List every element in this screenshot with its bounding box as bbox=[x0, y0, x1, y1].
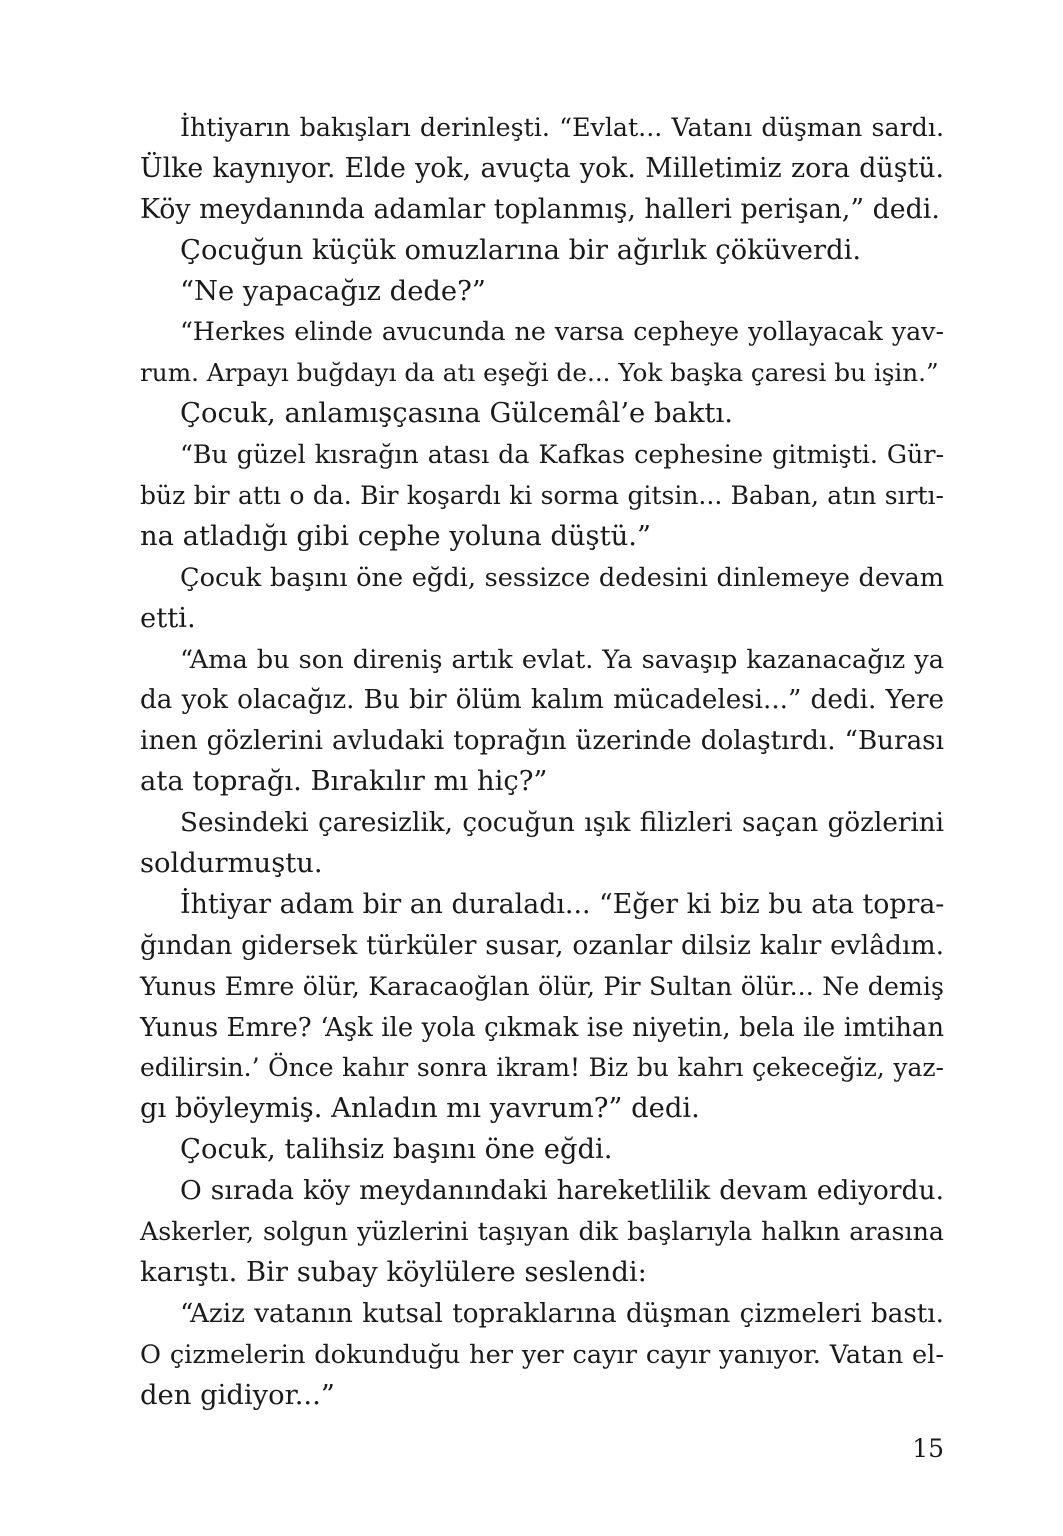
text-line: Çocuk başını öne eğdi, sessizce dedesini dinlemeye devam bbox=[180, 562, 944, 593]
page-number: 15 bbox=[912, 1434, 944, 1463]
text-line: Köy meydanında adamlar toplanmış, halleri perişan,” dedi. bbox=[140, 193, 940, 225]
text-line: karıştı. Bir subay köylülere seslendi: bbox=[140, 1256, 647, 1288]
text-line: “Bu güzel kısrağın atası da Kafkas cephesine gitmişti. Gür- bbox=[180, 440, 944, 470]
text-line: Çocuk, talihsiz başını öne eğdi. bbox=[180, 1134, 613, 1166]
text-line: na atladığı gibi cephe yoluna düştü.” bbox=[140, 520, 651, 552]
text-line: İhtiyar adam bir an duraladı... “Eğer ki biz bu ata topra- bbox=[180, 888, 945, 920]
text-line: da yok olacağız. Bu bir ölüm kalım mücadelesi...” dedi. Yere bbox=[140, 685, 944, 716]
text-line: edilirsin.’ Önce kahır sonra ikram! Biz bu kahrı çekeceğiz, yaz- bbox=[140, 1053, 944, 1083]
text-line: “Aziz vatanın kutsal topraklarına düşman çizmeleri bastı. bbox=[180, 1298, 944, 1329]
text-line: den gidiyor...” bbox=[140, 1379, 335, 1411]
text-line: etti. bbox=[140, 602, 196, 634]
text-line: gı böyleymiş. Anladın mı yavrum?” dedi. bbox=[140, 1093, 700, 1125]
text-line: Sesindeki çaresizlik, çocuğun ışık filizleri saçan gözlerini bbox=[180, 808, 944, 839]
text-line: Ülke kaynıyor. Elde yok, avuçta yok. Milletimiz zora düştü. bbox=[140, 152, 944, 184]
page-text-block bbox=[140, 108, 944, 1417]
text-line: Askerler, solgun yüzlerini taşıyan dik başlarıyla halkın arasına bbox=[140, 1217, 944, 1247]
text-line: O çizmelerin dokunduğu her yer cayır cayır yanıyor. Vatan el- bbox=[140, 1339, 944, 1370]
text-line: ğından gidersek türküler susar, ozanlar dilsiz kalır evlâdım. bbox=[140, 929, 944, 961]
text-line: inen gözlerini avludaki toprağın üzerinde dolaştırdı. “Burası bbox=[140, 726, 944, 757]
text-line: “Ama bu son direniş artık evlat. Ya savaşıp kazanacağız ya bbox=[180, 644, 944, 675]
text-line: Çocuğun küçük omuzlarına bir ağırlık çöküverdi. bbox=[180, 234, 862, 266]
text-line: İhtiyarın bakışları derinleşti. “Evlat... Vatanı düşman sardı. bbox=[180, 113, 944, 142]
text-line: ata toprağı. Bırakılır mı hiç?” bbox=[140, 766, 548, 798]
text-line: soldurmuştu. bbox=[140, 848, 323, 880]
text-line: “Herkes elinde avucunda ne varsa cepheye yollayacak yav- bbox=[180, 317, 944, 347]
text-line: Yunus Emre? ‘Aşk ile yola çıkmak ise niyetin, bela ile imtihan bbox=[140, 1012, 944, 1043]
text-line: “Ne yapacağız dede?” bbox=[180, 275, 486, 307]
text-line: Çocuk, anlamışçasına Gülcemâl’e baktı. bbox=[180, 398, 733, 430]
text-line: O sırada köy meydanındaki hareketlilik devam ediyordu. bbox=[180, 1175, 944, 1207]
text-line: rum. Arpayı buğdayı da atı eşeği de... Yok başka çaresi bu işin.” bbox=[140, 358, 939, 388]
text-line: büz bir attı o da. Bir koşardı ki sorma gitsin... Baban, atın sırtı- bbox=[140, 481, 944, 511]
text-line: Yunus Emre ölür, Karacaoğlan ölür, Pir Sultan ölür... Ne demiş bbox=[140, 971, 944, 1001]
